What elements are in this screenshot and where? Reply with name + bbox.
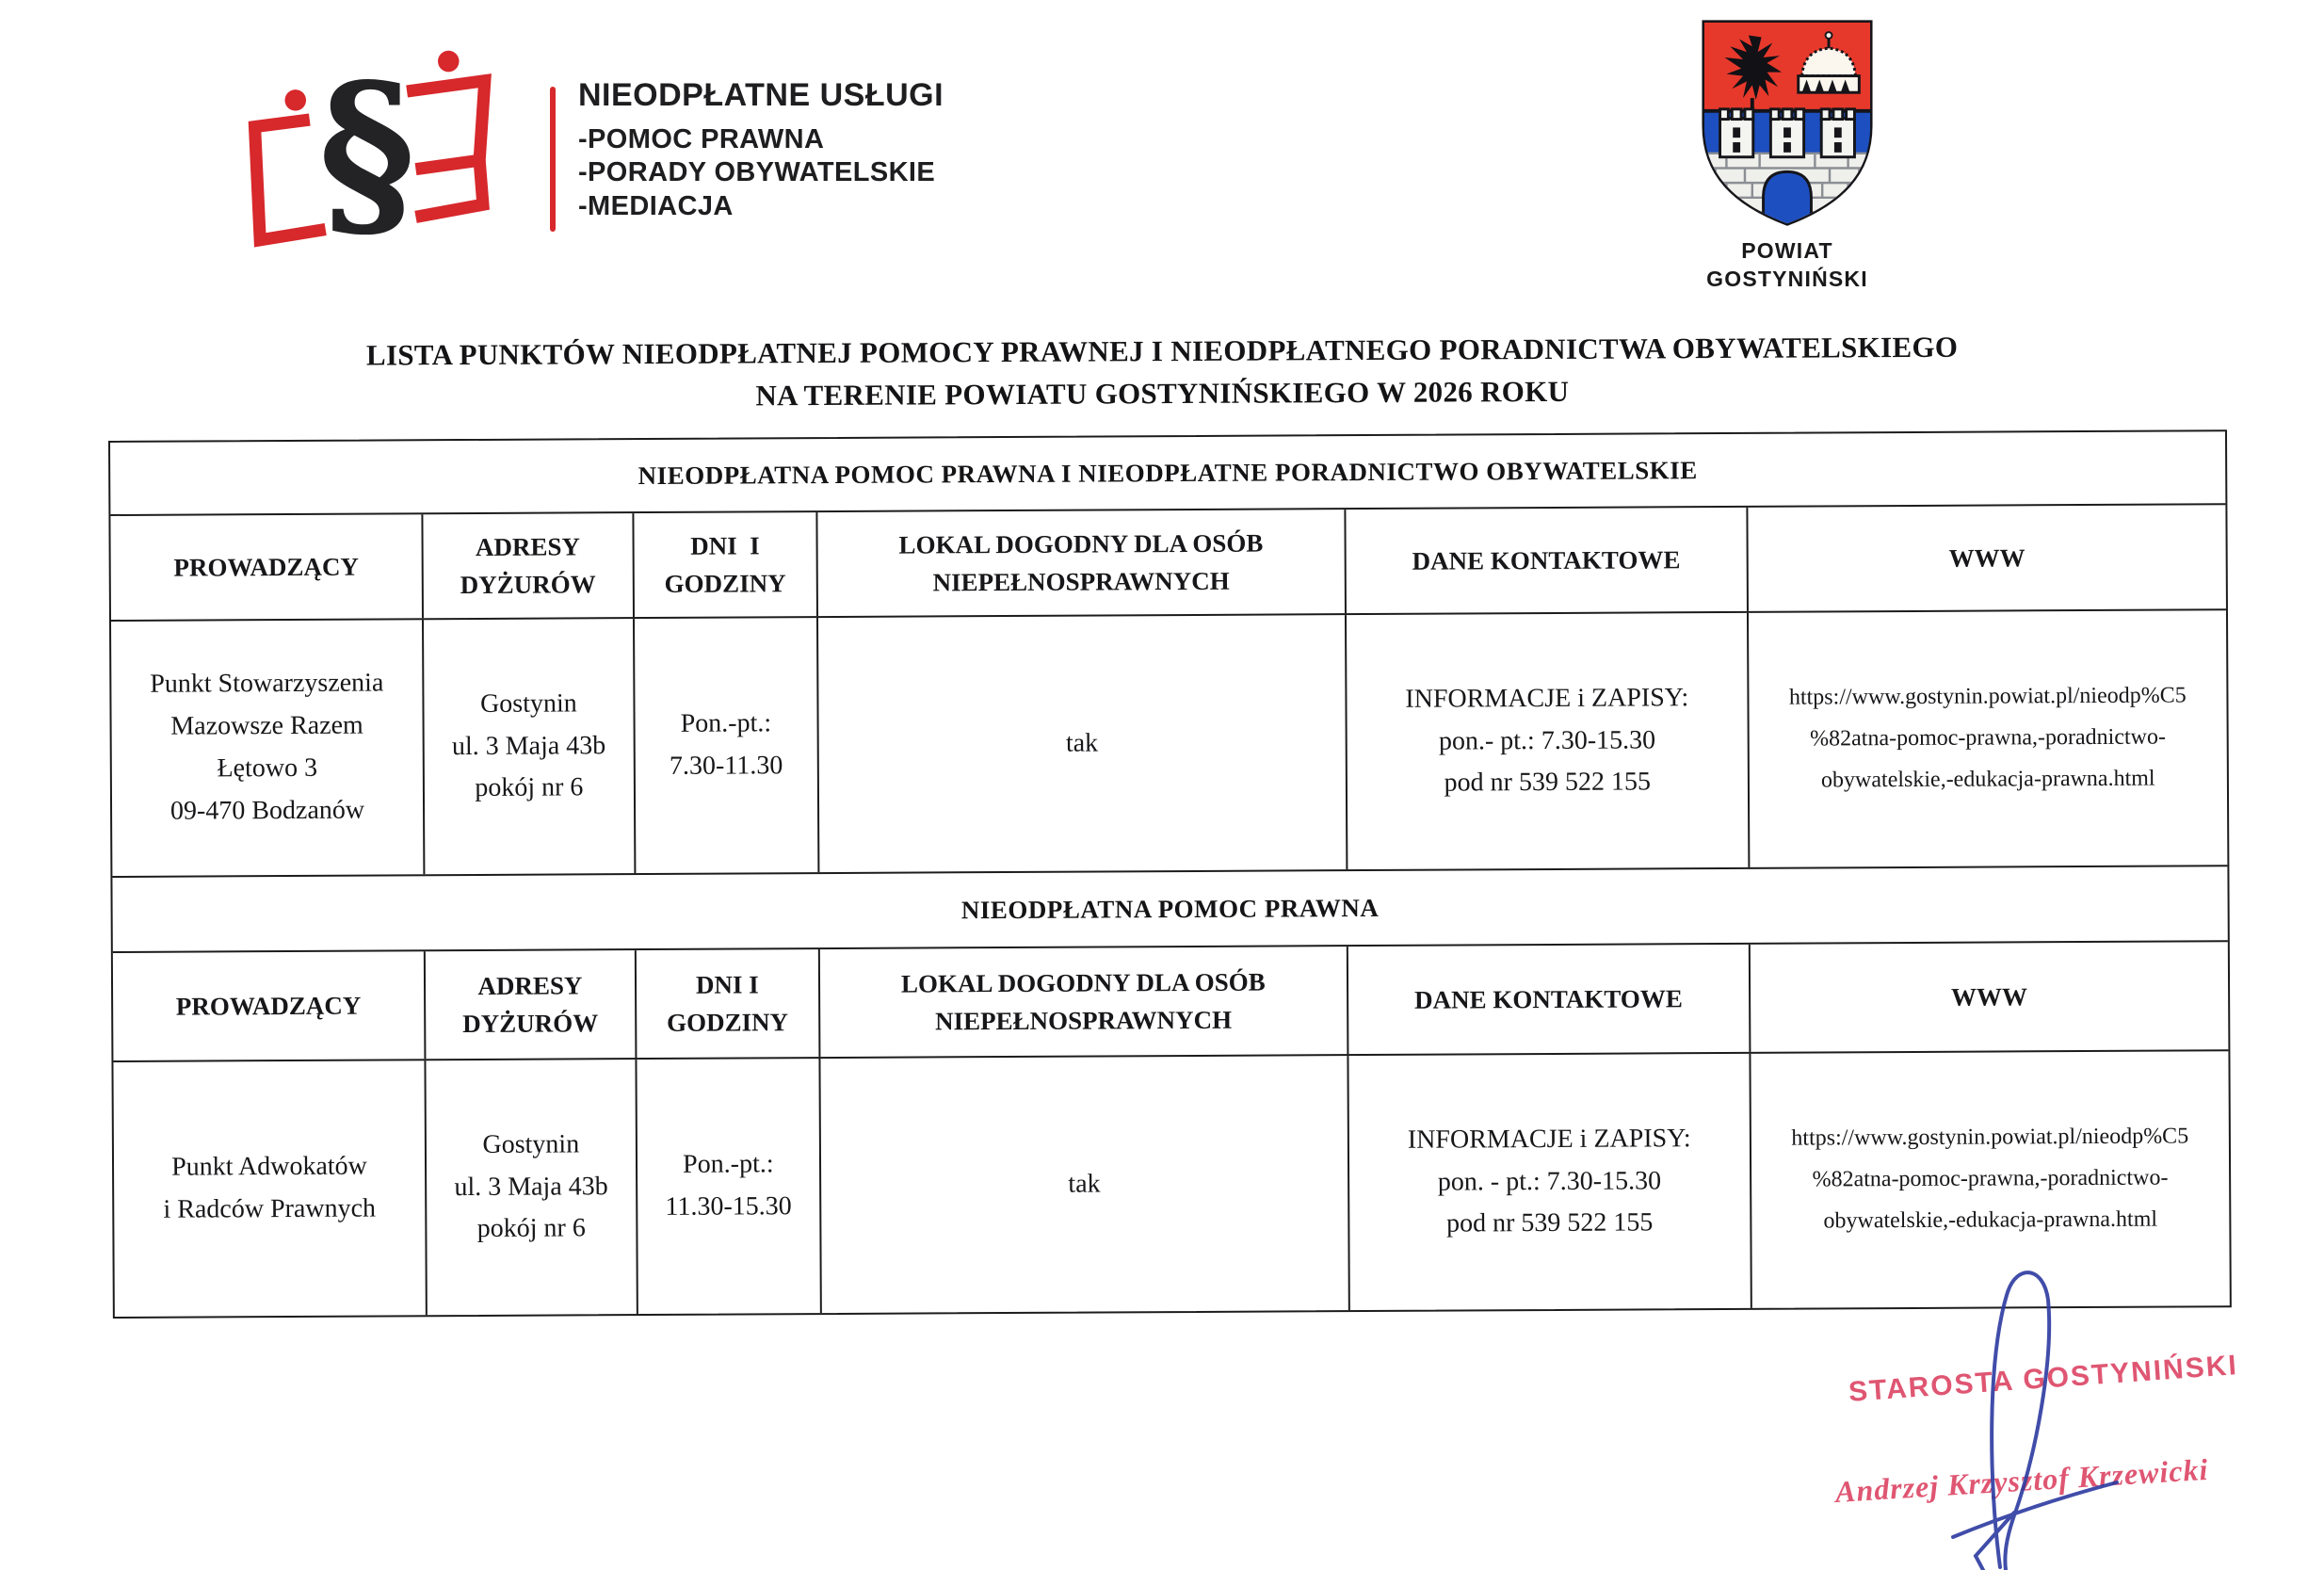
crest-caption-line2: GOSTYNIŃSKI — [1706, 266, 1868, 291]
cell-www: https://www.gostynin.powiat.pl/nieodp%C5 %82atna-pomoc-prawna,-poradnictwo- obywatelskie,-edukacja-prawna.html — [1788, 683, 2187, 793]
county-crest-icon — [1695, 15, 1880, 232]
col-header-dane-kontaktowe: DANE KONTAKTOWE — [1346, 508, 1749, 613]
document-title-line2: NA TERENIE POWIATU GOSTYNIŃSKIEGO W 2026 ROKU — [755, 374, 1570, 413]
section2-data-row — [113, 1051, 2229, 1317]
col-header-lokal: LOKAL DOGODNY DLA OSÓB NIEPEŁNOSPRAWNYCH — [817, 510, 1347, 616]
col-header-adresy-dyzurow: ADRESY DYŻURÓW — [426, 950, 637, 1059]
logo-title: NIEODPŁATNE USŁUGI — [578, 77, 944, 113]
cell-prowadzacy: Punkt Adwokatów i Radców Prawnych — [113, 1060, 427, 1317]
document-title — [0, 324, 2324, 421]
logo-service-item: -POMOC PRAWNA — [578, 124, 825, 154]
county-crest-block — [1669, 15, 1906, 294]
col-header-prowadzacy: PROWADZĄCY — [110, 514, 424, 620]
logo-services-list — [578, 123, 944, 223]
cell-lokal: tak — [818, 615, 1348, 872]
col-header-adresy-dyzurow: ADRESY DYŻURÓW — [423, 513, 634, 618]
section2-band-title: NIEODPŁATNA POMOC PRAWNA — [112, 866, 2227, 953]
col-header-prowadzacy: PROWADZĄCY — [113, 951, 427, 1060]
col-header-dni-godziny: DNI I GODZINY — [634, 512, 818, 617]
starosta-stamp-title: STAROSTA GOSTYNIŃSKI — [1848, 1350, 2239, 1408]
col-header-www: WWW — [1948, 543, 2025, 573]
logo-service-item: -PORADY OBYWATELSKIE — [578, 157, 936, 188]
logo-divider — [550, 87, 556, 232]
document-title-line1: LISTA PUNKTÓW NIEODPŁATNEJ POMOCY PRAWNEJ I NIEODPŁATNEGO PORADNICTWA OBYWATELSKIEGO — [365, 330, 1959, 372]
section2-header-row — [113, 942, 2229, 1062]
crest-caption-line1: POWIAT — [1741, 238, 1833, 263]
crest-caption — [1669, 237, 1906, 294]
section1-band-title: NIEODPŁATNA POMOC PRAWNA I NIEODPŁATNE PORADNICTWO OBYWATELSKIE — [110, 431, 2225, 516]
cell-dni-godziny: Pon.-pt.: 7.30-11.30 — [635, 618, 819, 873]
paragraph-symbol-icon — [234, 43, 525, 256]
cell-www: https://www.gostynin.powiat.pl/nieodp%C5 %82atna-pomoc-prawna,-poradnictwo- obywatelskie,-edukacja-prawna.html — [1791, 1124, 2189, 1234]
section1-data-row — [111, 610, 2227, 878]
starosta-stamp-name: Andrzej Krzysztof Krzewicki — [1834, 1451, 2210, 1509]
cell-dni-godziny: Pon.-pt.: 11.30-15.30 — [637, 1059, 821, 1314]
col-header-www: WWW — [1950, 982, 2028, 1012]
logo-service-item: -MEDIACJA — [578, 190, 734, 221]
cell-kontakt: INFORMACJE i ZAPISY: pon. - pt.: 7.30-15.30 pod nr 539 522 155 — [1348, 1054, 1751, 1310]
cell-kontakt: INFORMACJE i ZAPISY: pon.- pt.: 7.30-15.30 pod nr 539 522 155 — [1347, 613, 1750, 869]
aid-points-table — [108, 429, 2232, 1319]
section1-header-row — [110, 505, 2226, 622]
svg-text:§: § — [318, 43, 416, 256]
col-header-dni-godziny: DNI I GODZINY — [637, 949, 821, 1058]
cell-adresy: Gostynin ul. 3 Maja 43b pokój nr 6 — [426, 1060, 637, 1315]
cell-adresy: Gostynin ul. 3 Maja 43b pokój nr 6 — [424, 619, 636, 874]
col-header-lokal: LOKAL DOGODNY DLA OSÓB NIEPEŁNOSPRAWNYCH — [820, 947, 1349, 1057]
cell-lokal: tak — [820, 1056, 1349, 1313]
col-header-dane-kontaktowe: DANE KONTAKTOWE — [1348, 945, 1751, 1054]
legal-services-logo — [234, 43, 944, 256]
cell-prowadzacy: Punkt Stowarzyszenia Mazowsze Razem Łętowo 3 09-470 Bodzanów — [111, 620, 425, 876]
logo-text-block — [578, 43, 944, 223]
